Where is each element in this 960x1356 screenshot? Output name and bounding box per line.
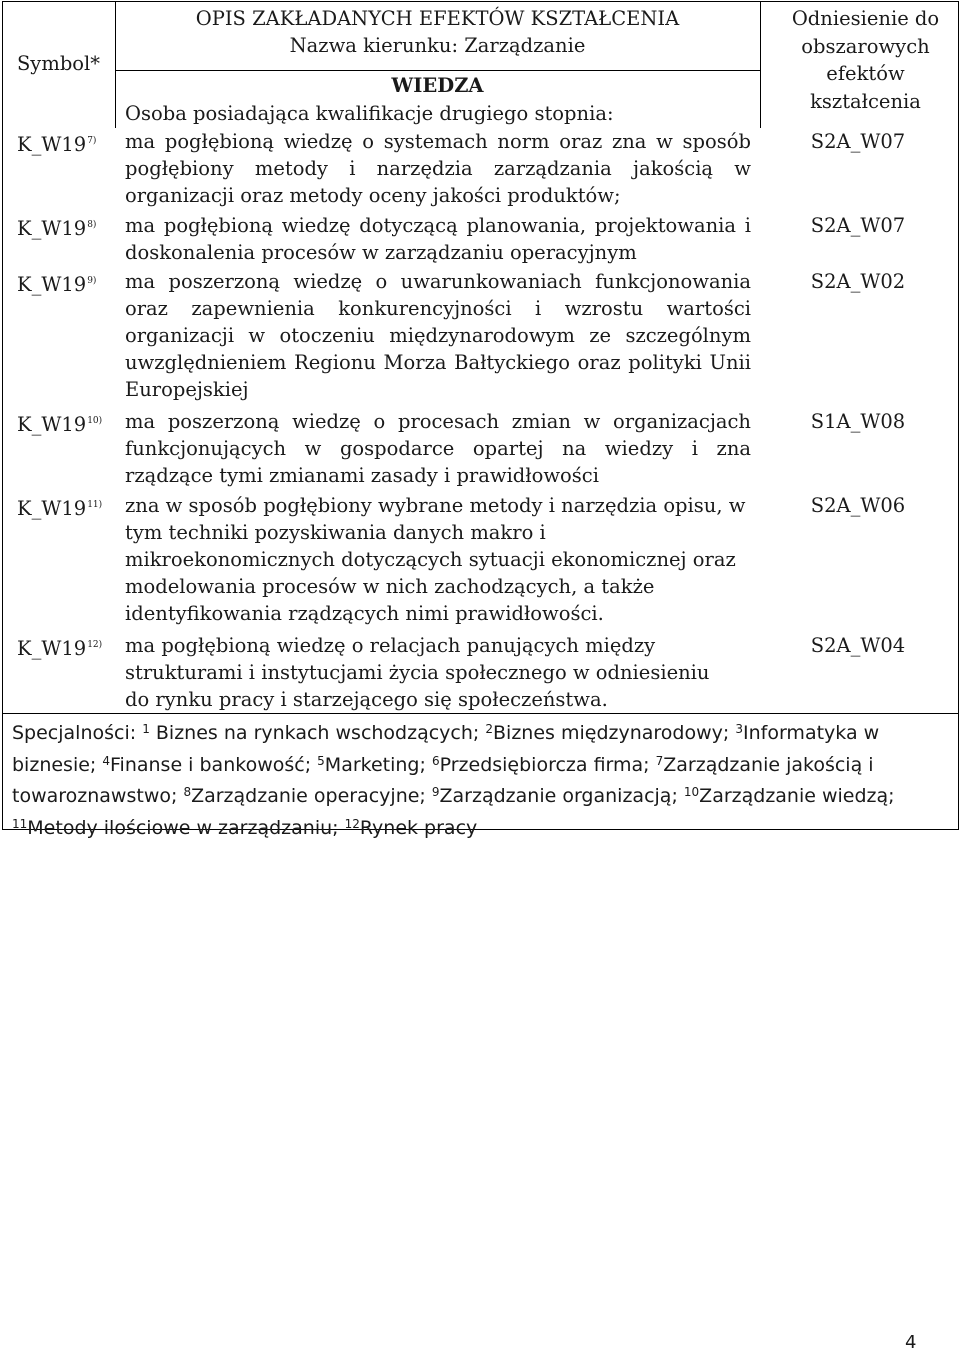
- table-border-right: [958, 1, 959, 830]
- footnote-number: 3: [735, 722, 743, 736]
- table-row-description: zna w sposób pogłębiony wybrane metody i narzędzia opisu, w tym techniki pozyskiwania danych makro i mikroekonomicznych dotyczących sytuacji ekonomicznej oraz modelowania procesów w nich zachodzących, a także identyfikowania rządzących nimi prawidłowości.: [125, 494, 746, 625]
- title-divider: [115, 70, 760, 71]
- table-row-reference: S2A_W07: [810, 214, 906, 237]
- footnote-item: Zarządzanie organizacją;: [439, 785, 678, 807]
- column-divider-reference: [760, 1, 761, 128]
- footnote-item: Informatyka w biznesie;: [12, 722, 880, 776]
- footnote-number: 11: [12, 816, 28, 831]
- footnote-item: Finanse i bankowość;: [110, 753, 312, 776]
- footnote-item: Biznes międzynarodowy;: [493, 722, 730, 744]
- table-row-symbol: K_W19$^{8)}$: [17, 217, 97, 240]
- footnote-number: 8: [183, 785, 192, 799]
- page-number: 4: [905, 1332, 917, 1353]
- footnote-item: Zarządzanie jakością i towaroznawstwo;: [12, 753, 874, 807]
- rows-divider: [2, 713, 959, 714]
- footnote-item: Przedsiębiorcza firma;: [439, 753, 650, 776]
- footnote-item: Zarządzanie operacyjne;: [191, 785, 426, 807]
- symbol-header: Symbol*: [16, 52, 101, 75]
- specializations-footnote: [12, 716, 942, 842]
- footnote-number: 2: [485, 722, 494, 736]
- table-row-description: ma poszerzoną wiedzę o procesach zmian w organizacjach funkcjonujących w gospodarce opartej na wiedzy i zna rządzące tymi zmianami zasady i prawidłowości: [125, 410, 751, 487]
- footnote-number: 1: [142, 722, 150, 736]
- title-line-2: Nazwa kierunku: Zarządzanie: [289, 34, 586, 57]
- footnote-item: Metody ilościowe w zarządzaniu;: [27, 816, 339, 839]
- footnote-number: 6: [431, 753, 440, 768]
- table-row-description: ma pogłębioną wiedzę o relacjach panujących między strukturami i instytucjami życia społecznego w odniesieniu do rynku pracy i starzejącego się społeczeństwa.: [125, 634, 710, 711]
- table-row-symbol: K_W19$^{9)}$: [17, 273, 97, 296]
- footnote-number: 5: [317, 753, 325, 768]
- footnote-item: Biznes na rynkach wschodzących;: [155, 722, 480, 744]
- title-line-1: OPIS ZAKŁADANYCH EFEKTÓW KSZTAŁCENIA: [195, 7, 680, 30]
- table-border-left: [2, 1, 3, 830]
- document-title: [115, 5, 760, 59]
- table-row-reference: S2A_W04: [810, 634, 906, 657]
- footnote-label: Specjalności:: [12, 722, 137, 744]
- table-row-symbol: K_W19$^{7)}$: [17, 133, 97, 156]
- footnote-item: Rynek pracy: [359, 816, 478, 839]
- table-border-top: [2, 1, 959, 2]
- table-row-symbol: K_W19$^{12)}$: [17, 637, 103, 660]
- section-title: WIEDZA: [391, 74, 484, 97]
- table-row-symbol: K_W19$^{10)}$: [17, 413, 103, 436]
- footnote-number: 10: [683, 785, 700, 799]
- footnote-number: 12: [344, 816, 360, 831]
- table-row-reference: S2A_W06: [810, 494, 906, 517]
- footnote-number: 7: [655, 753, 664, 768]
- table-row-reference: S1A_W08: [810, 410, 906, 433]
- footnote-item: Zarządzanie wiedzą;: [699, 785, 895, 807]
- footnote-number: 9: [431, 785, 440, 799]
- table-row-symbol: K_W19$^{11)}$: [17, 497, 103, 520]
- section-intro: Osoba posiadająca kwalifikacje drugiego stopnia:: [125, 102, 614, 125]
- footnote-item: Marketing;: [324, 753, 426, 776]
- table-row-description: ma pogłębioną wiedzę o systemach norm oraz zna w sposób pogłębiony metody i narzędzia zarządzania jakością w organizacji oraz metody oceny jakości produktów;: [125, 130, 751, 207]
- table-row-reference: S2A_W07: [810, 130, 906, 153]
- reference-header: Odniesienie do obszarowych efektów kształcenia: [791, 7, 940, 113]
- table-row-description: ma poszerzoną wiedzę o uwarunkowaniach funkcjonowania oraz zapewnienia konkurencyjności i wzrostu wartości organizacji w otoczeniu międzynarodowym ze szczególnym uwzględnieniem Regionu Morza Bałtyckiego oraz polityki Unii Europejskiej: [125, 270, 751, 401]
- table-row-description: ma pogłębioną wiedzę dotyczącą planowania, projektowania i doskonalenia procesów w zarządzaniu operacyjnym: [125, 214, 751, 264]
- table-row-reference: S2A_W02: [810, 270, 906, 293]
- footnote-number: 4: [102, 753, 110, 768]
